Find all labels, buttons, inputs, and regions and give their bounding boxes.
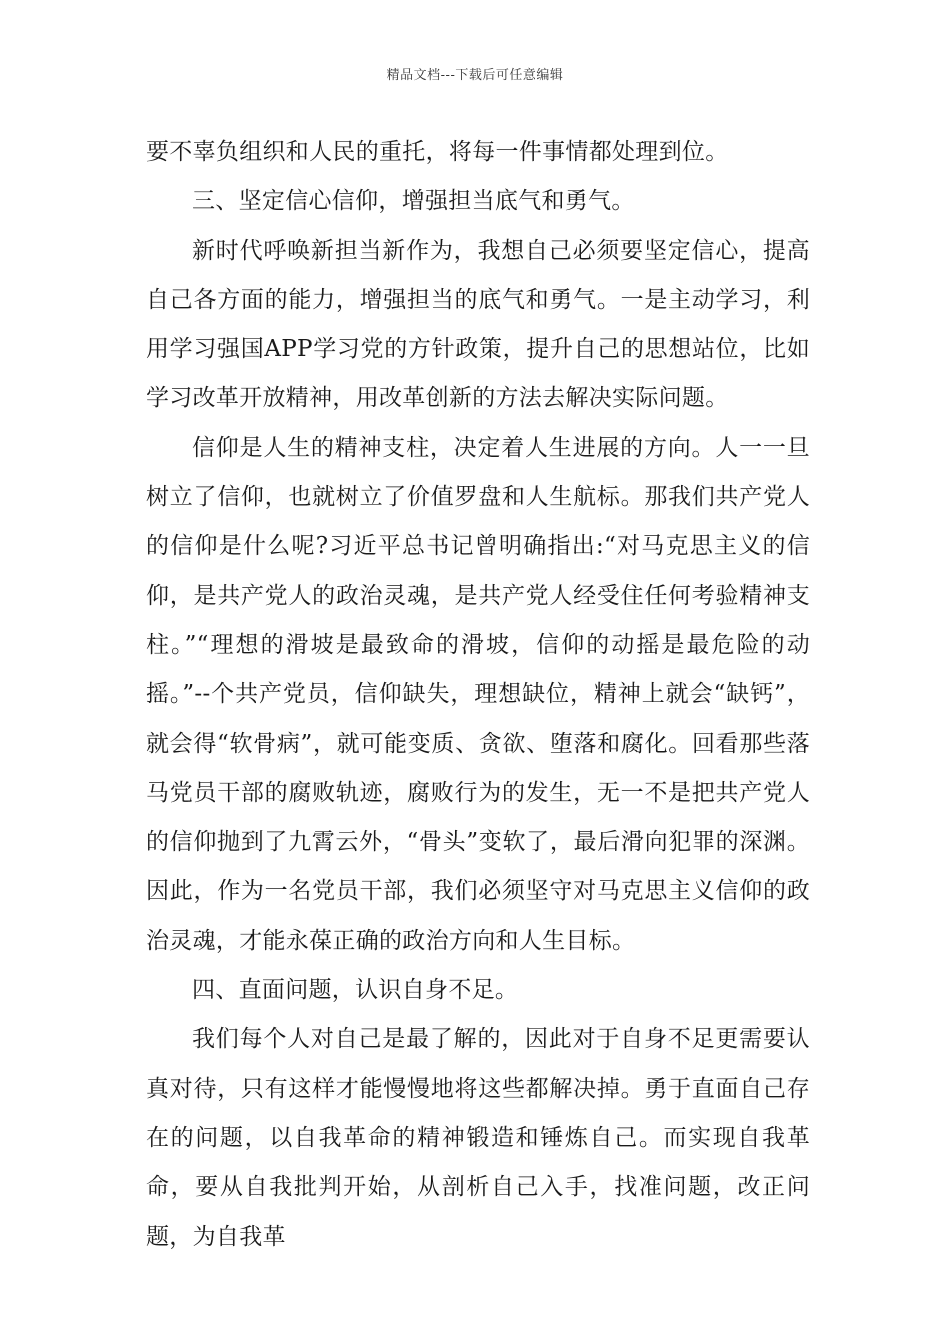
paragraph-continuation: 要不辜负组织和人民的重托，将每一件事情都处理到位。 <box>146 139 729 165</box>
section-heading-3: 三、坚定信心信仰，增强担当底气和勇气。 <box>192 188 635 215</box>
paragraph: 信仰是人生的精神支柱，决定着人生进展的方向。人一一旦树立了信仰，也就树立了价值罗盘和人生航标。那我们共产党人的信仰是什么呢?习近平总书记曾明确指出:“对马克思主义的信仰，是共产党人的政治灵魂，是共产党人经受住任何考验精神支柱。”“理想的滑坡是最致命的滑坡，信仰的动摇是最危险的动摇。”--个共产党员，信仰缺失，理想缺位，精神上就会“缺钙”，就会得“软骨病”，就可能变质、贪欲、堕落和腐化。回看那些落马党员干部的腐败轨迹，腐败行为的发生，无一不是把共产党人的信仰抛到了九霄云外，“骨头”变软了，最后滑向犯罪的深渊。因此，作为一名党员干部，我们必须坚守对马克思主义信仰的政治灵魂，才能永葆正确的政治方向和人生目标。 <box>146 434 810 954</box>
paragraph: 新时代呼唤新担当新作为，我想自己必须要坚定信心，提高自己各方面的能力，增强担当的底气和勇气。一是主动学习，利用学习强国APP学习党的方针政策，提升自己的思想站位，比如学习改革开放精神，用改革创新的方法去解决实际问题。 <box>146 237 810 412</box>
paragraph: 我们每个人对自己是最了解的，因此对于自身不足更需要认真对待，只有这样才能慢慢地将这些都解决掉。勇于直面自己存在的问题，以自我革命的精神锻造和锤炼自己。而实现自我革命，要从自我批判开始，从剖析自己入手，找准问题，改正问题，为自我革 <box>146 1026 810 1250</box>
document-body <box>146 128 810 1262</box>
section-heading-4: 四、直面问题，认识自身不足。 <box>192 977 519 1004</box>
page-header: 精品文档---下载后可任意编辑 <box>386 68 564 83</box>
